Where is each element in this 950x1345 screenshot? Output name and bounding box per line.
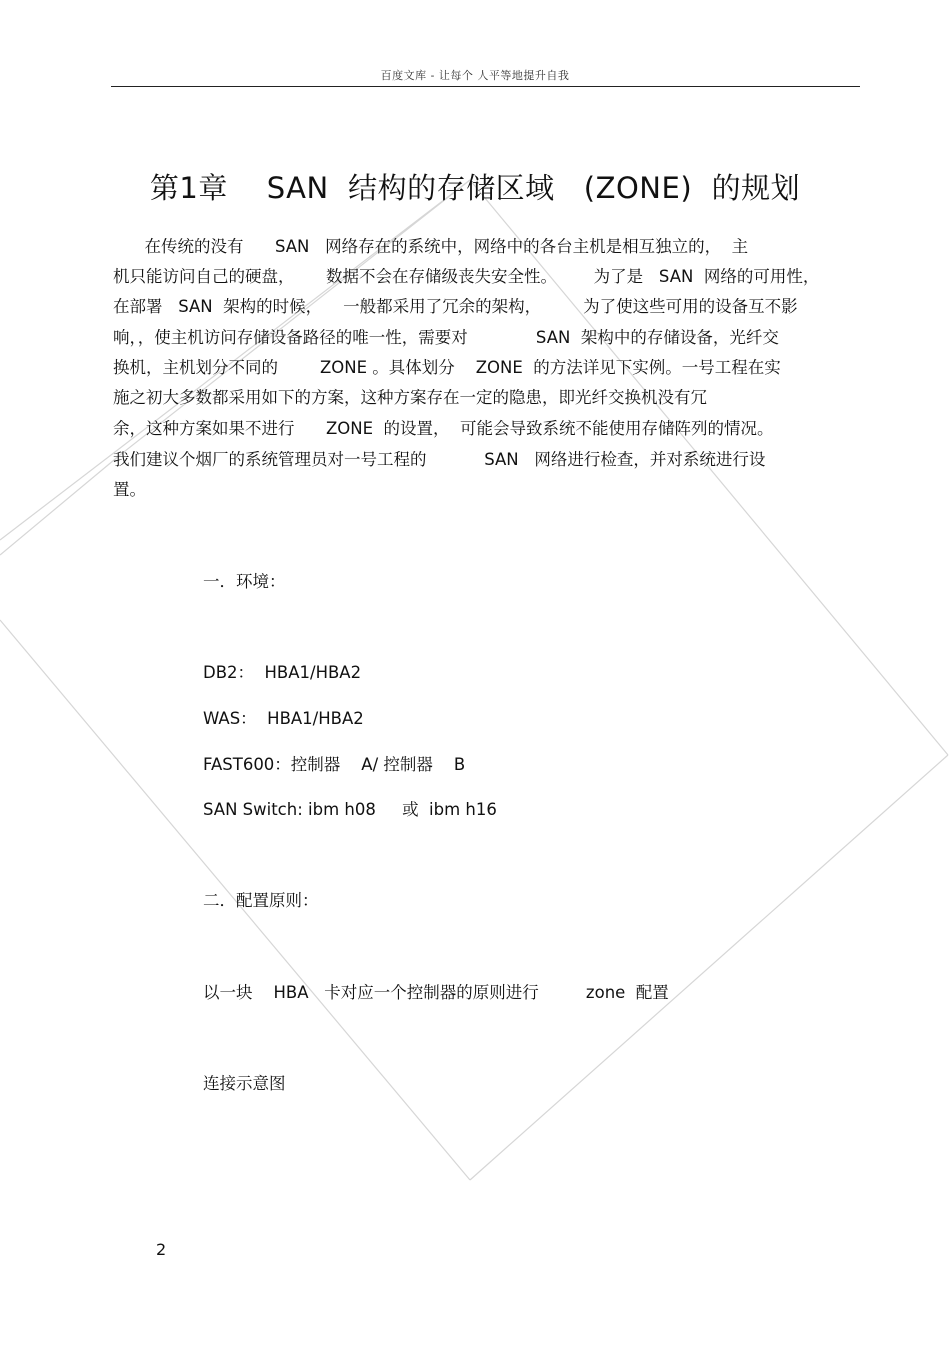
chapter-title: 第1章 SAN 结构的存储区域 (ZONE) 的规划 bbox=[149, 171, 801, 205]
list-item: WAS： HBA1/HBA2 bbox=[203, 709, 364, 728]
section-heading-environment: 一．环境： bbox=[203, 572, 286, 591]
paragraph-line: 置。 bbox=[113, 480, 146, 499]
paragraph-line: 在传统的没有 SAN 网络存在的系统中，网络中的各台主机是相互独立的， 主 bbox=[113, 237, 749, 256]
principle-text: 以一块 HBA 卡对应一个控制器的原则进行 zone 配置 bbox=[203, 983, 669, 1002]
paragraph-line: 余，这种方案如果不进行 ZONE 的设置， 可能会导致系统不能使用存储阵列的情况。 bbox=[113, 419, 774, 438]
list-item: DB2： HBA1/HBA2 bbox=[203, 663, 362, 682]
paragraph-line: 响，，使主机访问存储设备路径的唯一性，需要对 SAN 架构中的存储设备，光纤交 bbox=[113, 328, 779, 347]
page-number: 2 bbox=[156, 1240, 167, 1259]
list-item: SAN Switch: ibm h08 或 ibm h16 bbox=[203, 800, 497, 819]
list-item: FAST600：控制器 A/ 控制器 B bbox=[203, 755, 466, 774]
paragraph-line: 在部署 SAN 架构的时候， 一般都采用了冗余的架构， 为了使这些可用的设备互不影 bbox=[113, 297, 798, 316]
header-divider bbox=[111, 86, 860, 87]
paragraph-line: 我们建议个烟厂的系统管理员对一号工程的 SAN 网络进行检查，并对系统进行设 bbox=[113, 450, 766, 469]
page-header: 百度文库 - 让每个 人平等地提升自我 bbox=[380, 69, 570, 82]
section-heading-principles: 二．配置原则： bbox=[203, 891, 319, 910]
paragraph-line: 施之初大多数都采用如下的方案，这种方案存在一定的隐患，即光纤交换机没有冗 bbox=[113, 388, 707, 407]
paragraph-line: 换机，主机划分不同的 ZONE 。具体划分 ZONE 的方法详见下实例。一号工程在实 bbox=[113, 358, 781, 377]
diagram-caption: 连接示意图 bbox=[203, 1074, 286, 1093]
paragraph-line: 机只能访问自己的硬盘， 数据不会在存储级丧失安全性。 为了是 SAN 网络的可用性， bbox=[113, 267, 820, 286]
